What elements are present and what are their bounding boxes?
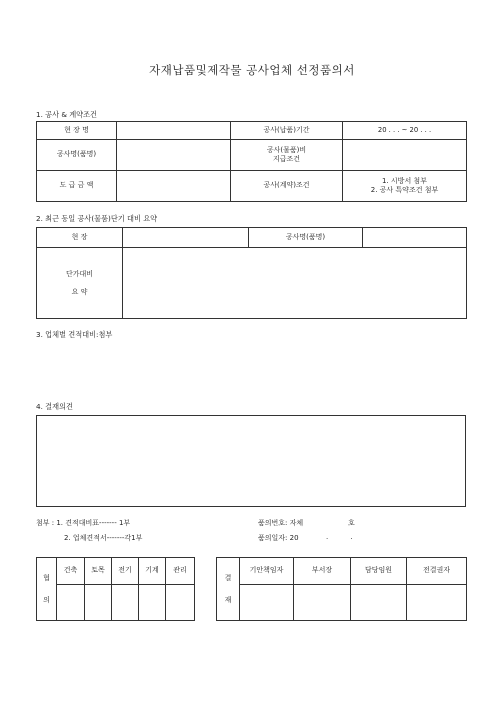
price-summary-label (37, 248, 123, 319)
role-department-head: 부서장 (294, 558, 351, 585)
dept-management: 관리 (166, 558, 195, 585)
approval-table (36, 557, 467, 621)
role-executive: 담당임원 (351, 558, 407, 585)
approval-label (217, 558, 240, 621)
payment-terms-label (231, 140, 343, 171)
approval-label-top: 결 (224, 573, 232, 582)
contract-conditions-label: 공사(계약)조건 (231, 171, 343, 202)
project-name-value-2[interactable] (363, 228, 467, 248)
contract-amount-label: 도 급 금 액 (37, 171, 117, 202)
project-name-label: 공사명(품명) (37, 140, 117, 171)
price-summary-label-line2: 요 약 (71, 288, 88, 296)
sign-department-head[interactable] (294, 585, 351, 621)
period-value[interactable]: 20 . . . ~ 20 . . . (343, 122, 467, 140)
role-drafter: 기안책임자 (240, 558, 294, 585)
recent-price-table (36, 227, 467, 319)
sign-management[interactable] (166, 585, 195, 621)
attachment-line-1: 첨부 : 1. 견적대비표------- 1부 (36, 519, 131, 527)
section-2-heading: 2. 최근 동일 공사(물품)단기 대비 요약 (36, 214, 158, 223)
cooperation-label-top: 협 (43, 573, 50, 582)
proposal-number-label: 품의번호: 자체 (258, 519, 304, 527)
special-terms-attach-note: 2. 공사 특약조건 첨부 (370, 186, 439, 194)
cooperation-label (37, 558, 57, 621)
site-value[interactable] (123, 228, 249, 248)
project-name-label-2: 공사명(품명) (249, 228, 363, 248)
sign-executive[interactable] (351, 585, 407, 621)
price-summary-label-line1: 단가대비 (65, 269, 94, 278)
sign-authorized[interactable] (407, 585, 467, 621)
sign-architecture[interactable] (57, 585, 85, 621)
approval-opinion-box[interactable] (36, 415, 466, 507)
spec-attach-note: 1. 시방서 첨부 (382, 176, 427, 185)
site-name-value[interactable] (117, 122, 231, 140)
sign-civil[interactable] (85, 585, 112, 621)
approval-gap (195, 558, 217, 621)
period-label: 공사(납품)기간 (231, 122, 343, 140)
price-summary-value[interactable] (123, 248, 467, 319)
section-1-heading: 1. 공사 & 계약조건 (36, 110, 97, 119)
cooperation-label-bottom: 의 (43, 596, 50, 604)
proposal-date-label: 품의일자: 20 (258, 534, 299, 542)
dept-mechanical: 기계 (139, 558, 166, 585)
proposal-number-suffix: 호 (348, 519, 355, 527)
approval-label-bottom: 재 (224, 596, 232, 604)
contract-amount-value[interactable] (117, 171, 231, 202)
sign-drafter[interactable] (240, 585, 294, 621)
payment-terms-value[interactable] (343, 140, 467, 171)
contract-conditions-table (36, 121, 467, 202)
sign-mechanical[interactable] (139, 585, 166, 621)
dept-civil: 토목 (85, 558, 112, 585)
payment-terms-label-line1: 공사(물품)비 (266, 145, 307, 154)
dept-architecture: 건축 (57, 558, 85, 585)
attachment-line-2: 2. 업체견적서-------각1부 (64, 534, 143, 542)
site-label: 현 장 (37, 228, 123, 248)
dept-electrical: 전기 (112, 558, 139, 585)
section-3-heading: 3. 업체별 견적대비:첨부 (36, 330, 113, 339)
project-name-value[interactable] (117, 140, 231, 171)
section-4-heading: 4. 결재의견 (36, 402, 73, 411)
site-name-label: 현 장 명 (37, 122, 117, 140)
role-authorized: 전결권자 (407, 558, 467, 585)
sign-electrical[interactable] (112, 585, 139, 621)
payment-terms-label-line2: 지급조건 (272, 155, 301, 163)
document-title: 자재납품및제작물 공사업체 선정품의서 (149, 63, 355, 77)
contract-conditions-value (343, 171, 467, 202)
proposal-date-dots: . . (326, 533, 353, 541)
